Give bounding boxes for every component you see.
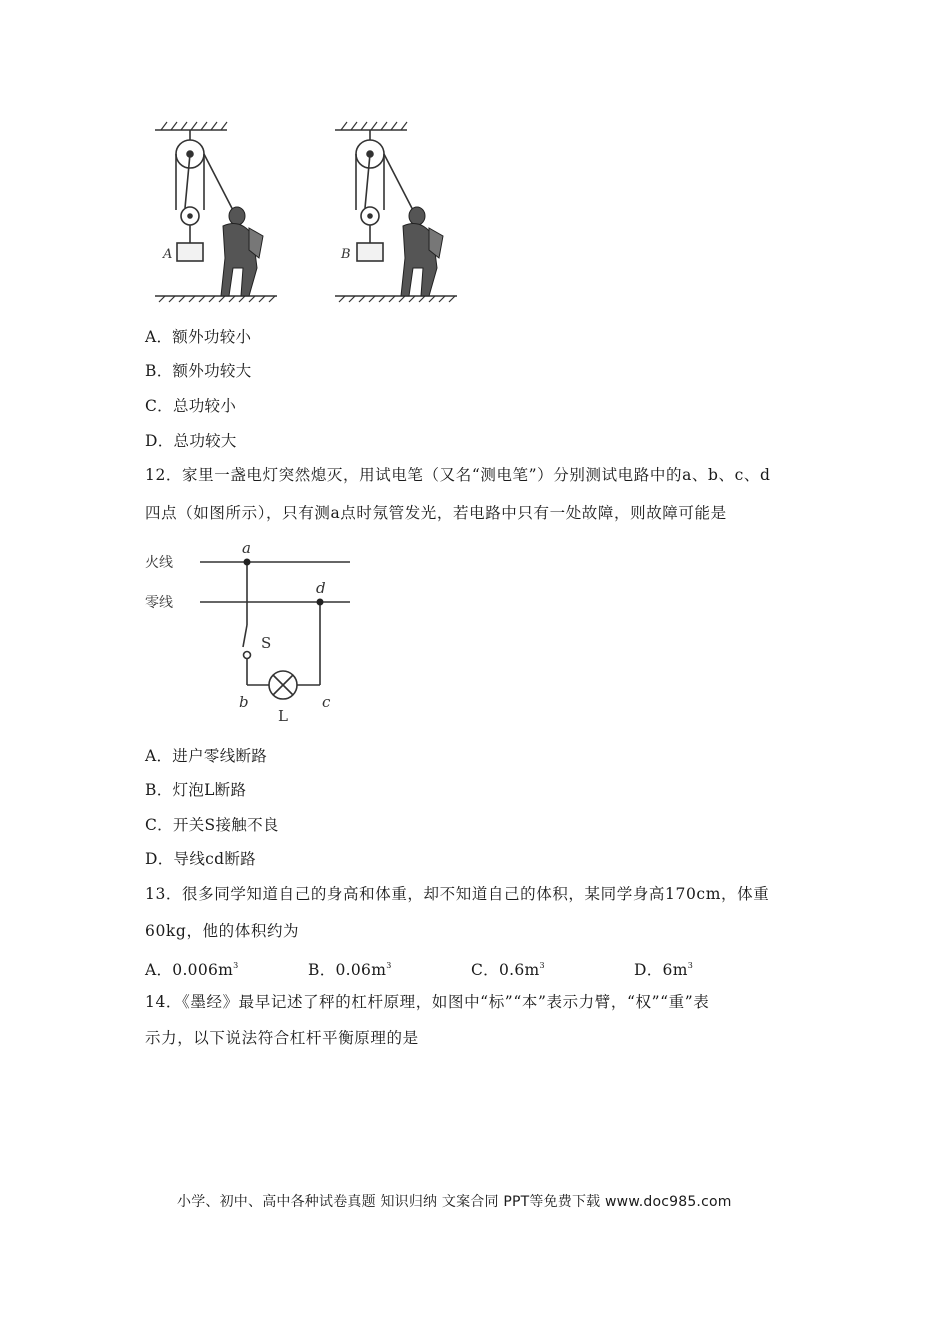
q11-option-a: A．额外功较小 — [145, 328, 252, 346]
person-b — [401, 207, 443, 296]
point-a-label: a — [242, 539, 251, 557]
q11-option-d: D．总功较大 — [145, 432, 237, 450]
q12-stem-line2: 四点（如图所示），只有测a点时氖管发光，若电路中只有一处故障，则故障可能是 — [145, 504, 727, 522]
circuit-diagram — [145, 535, 360, 725]
neutral-wire-label: 零线 — [145, 595, 173, 611]
q14-stem-line2: 示力，以下说法符合杠杆平衡原理的是 — [145, 1029, 419, 1047]
label-a: A — [163, 247, 173, 262]
q13-option-a: A．$0.006m^3$ — [145, 961, 239, 979]
q12-option-d: D．导线cd断路 — [145, 850, 256, 868]
switch-label: S — [261, 634, 272, 652]
footer-text: 小学、初中、高中各种试卷真题 知识归纳 文案合同 PPT等免费下载 www.doc985.com — [177, 1194, 732, 1210]
q12-option-b: B．灯泡L断路 — [145, 781, 247, 799]
q13-option-b: B．$0.06m^3$ — [308, 961, 392, 979]
label-b: B — [341, 247, 351, 262]
live-wire-label: 火线 — [145, 555, 173, 571]
point-b-label: b — [239, 693, 249, 711]
q13-option-d: D．$6m^3$ — [634, 961, 694, 979]
point-c-label: c — [322, 693, 331, 711]
q12-option-a: A．进户零线断路 — [145, 747, 268, 765]
q12-stem-line1: 12．家里一盏电灯突然熄灭，用试电笔（又名“测电笔”）分别测试电路中的a、b、c、d — [145, 466, 771, 484]
q11-option-c: C．总功较小 — [145, 397, 237, 415]
node-a — [244, 559, 251, 566]
pulley-figure — [145, 118, 465, 303]
point-d-label: d — [316, 579, 326, 597]
q13-stem-line2: 60kg，他的体积约为 — [145, 922, 300, 940]
q14-stem-line1: 14．《墨经》最早记述了秤的杠杆原理，如图中“标”“本”表示力臂，“权”“重”表 — [145, 993, 710, 1011]
node-d — [317, 599, 324, 606]
pulley-system-a — [155, 122, 277, 302]
lamp-label: L — [278, 707, 288, 725]
q13-option-c: C．$0.6m^3$ — [471, 961, 545, 979]
person-a — [221, 207, 263, 296]
q13-stem-line1: 13．很多同学知道自己的身高和体重，却不知道自己的体积，某同学身高170cm，体重 — [145, 885, 770, 903]
switch-blade — [243, 625, 247, 647]
q11-option-b: B．额外功较大 — [145, 362, 252, 380]
pulley-system-b — [335, 122, 457, 302]
q12-option-c: C．开关S接触不良 — [145, 816, 279, 834]
